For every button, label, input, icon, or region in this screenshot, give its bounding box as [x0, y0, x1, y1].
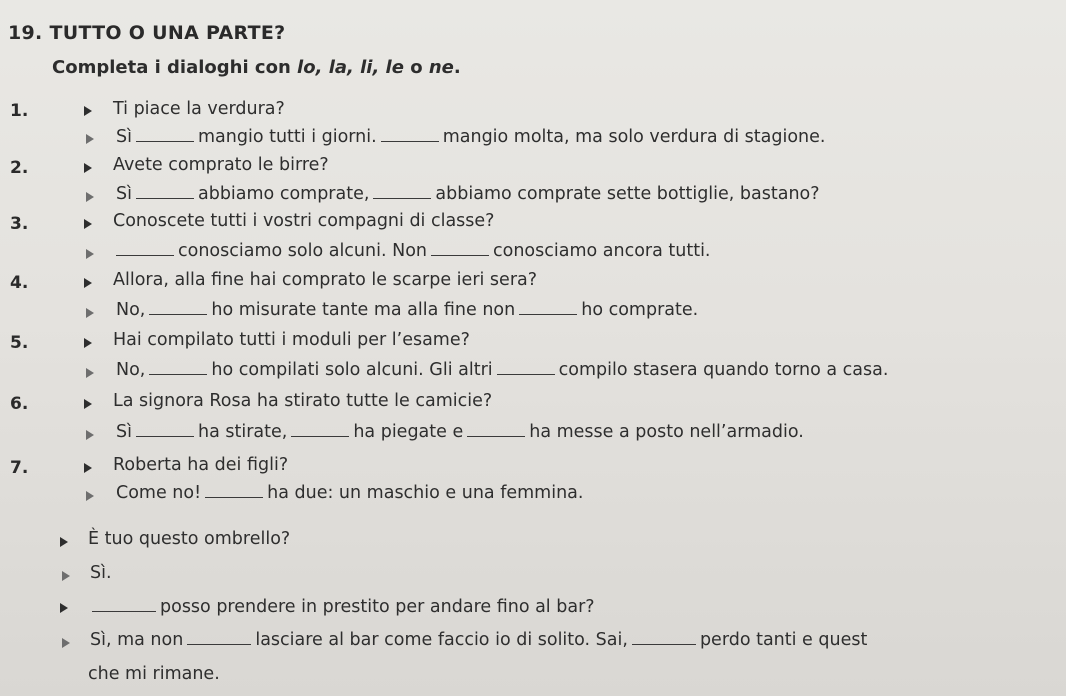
instruction-pronouns: lo, la, li, le: [297, 57, 404, 78]
answer-text: mangio tutti i giorni.: [197, 127, 377, 147]
answer-arrow-icon: [86, 430, 94, 440]
question-text: Ti piace la verdura?: [113, 99, 285, 119]
answer-blank[interactable]: [381, 127, 439, 142]
answer-line: [116, 127, 825, 147]
answer-line: [116, 483, 583, 503]
answer-text: ha due: un maschio e una femmina.: [267, 483, 584, 503]
answer-line: [116, 360, 888, 380]
answer-line: [90, 630, 867, 650]
answer-blank[interactable]: [92, 597, 156, 612]
answer-text: compilo stasera quando torno a casa.: [558, 360, 889, 380]
item-number: 7.: [10, 458, 29, 478]
answer-text: Come no!: [116, 483, 202, 503]
answer-line: [116, 300, 698, 320]
answer-arrow-icon: [86, 368, 94, 378]
answer-blank[interactable]: [205, 483, 263, 498]
instruction-mid: o: [403, 57, 429, 78]
question-text: La signora Rosa ha stirato tutte le camicie?: [113, 391, 493, 411]
item-number: 1.: [10, 101, 29, 121]
answer-text: conosciamo ancora tutti.: [493, 241, 711, 261]
answer-text: No,: [116, 300, 146, 320]
answer-text: ho compilati solo alcuni. Gli altri: [211, 360, 493, 380]
answer-text: Sì.: [90, 563, 112, 583]
answer-blank[interactable]: [149, 300, 207, 315]
answer-blank[interactable]: [149, 360, 207, 375]
answer-blank[interactable]: [467, 422, 525, 437]
answer-blank[interactable]: [519, 300, 577, 315]
answer-text: ho comprate.: [581, 300, 699, 320]
question-arrow-icon: [60, 537, 68, 547]
question-arrow-icon: [84, 399, 92, 409]
answer-arrow-icon: [86, 249, 94, 259]
answer-text: ha piegate e: [353, 422, 464, 442]
answer-blank[interactable]: [116, 241, 174, 256]
answer-text: ha stirate,: [197, 422, 288, 442]
question-arrow-icon: [84, 219, 92, 229]
answer-line: [116, 184, 820, 204]
item-number: 4.: [10, 273, 29, 293]
answer-text: Sì, ma non: [90, 630, 184, 650]
answer-text: lasciare al bar come faccio io di solito. Sai,: [255, 630, 628, 650]
answer-text: ho misurate tante ma alla fine non: [211, 300, 516, 320]
answer-text: perdo tanti e quest: [699, 630, 868, 650]
exercise-title: 19. TUTTO O UNA PARTE?: [8, 22, 286, 44]
answer-blank[interactable]: [291, 422, 349, 437]
question-arrow-icon: [84, 106, 92, 116]
item-number: 5.: [10, 333, 29, 353]
answer-text: Sì: [116, 422, 132, 442]
question-text: Conoscete tutti i vostri compagni di classe?: [113, 211, 495, 231]
answer-line: [88, 597, 595, 617]
instruction-end: .: [453, 57, 461, 78]
question-arrow-icon: [84, 338, 92, 348]
question-text: Roberta ha dei figli?: [113, 455, 289, 475]
instruction-prefix: Completa i dialoghi con: [52, 57, 298, 78]
instruction-ne: ne: [428, 57, 454, 78]
answer-arrow-icon: [86, 308, 94, 318]
item-number: 2.: [10, 158, 29, 178]
answer-text: No,: [116, 360, 146, 380]
answer-text: mangio molta, ma solo verdura di stagione.: [442, 127, 826, 147]
exercise-instruction: [52, 57, 461, 78]
answer-text: abbiamo comprate sette bottiglie, bastano?: [435, 184, 820, 204]
answer-text: Sì: [116, 184, 132, 204]
answer-arrow-icon: [62, 638, 70, 648]
question-text: Hai compilato tutti i moduli per l’esame?: [113, 330, 470, 350]
item-number: 3.: [10, 214, 29, 234]
answer-arrow-icon: [62, 571, 70, 581]
answer-blank[interactable]: [136, 127, 194, 142]
question-arrow-icon: [84, 278, 92, 288]
answer-blank[interactable]: [136, 184, 194, 199]
answer-line: [112, 241, 711, 261]
answer-arrow-icon: [86, 491, 94, 501]
question-text: Allora, alla fine hai comprato le scarpe ieri sera?: [113, 270, 538, 290]
answer-line: [116, 422, 804, 442]
question-text: posso prendere in prestito per andare fino al bar?: [160, 597, 595, 617]
answer-text: Sì: [116, 127, 132, 147]
answer-text: ha messe a posto nell’armadio.: [529, 422, 804, 442]
answer-blank[interactable]: [497, 360, 555, 375]
item-number: 6.: [10, 394, 29, 414]
question-text: È tuo questo ombrello?: [88, 529, 291, 549]
question-arrow-icon: [84, 463, 92, 473]
answer-blank[interactable]: [431, 241, 489, 256]
answer-arrow-icon: [86, 134, 94, 144]
answer-blank[interactable]: [373, 184, 431, 199]
answer-blank[interactable]: [632, 630, 696, 645]
answer-arrow-icon: [86, 192, 94, 202]
question-text: Avete comprato le birre?: [113, 155, 329, 175]
answer-blank[interactable]: [187, 630, 251, 645]
answer-text: conosciamo solo alcuni. Non: [178, 241, 427, 261]
answer-continuation: che mi rimane.: [88, 664, 220, 684]
question-arrow-icon: [84, 163, 92, 173]
answer-blank[interactable]: [136, 422, 194, 437]
answer-text: abbiamo comprate,: [197, 184, 370, 204]
question-arrow-icon: [60, 603, 68, 613]
